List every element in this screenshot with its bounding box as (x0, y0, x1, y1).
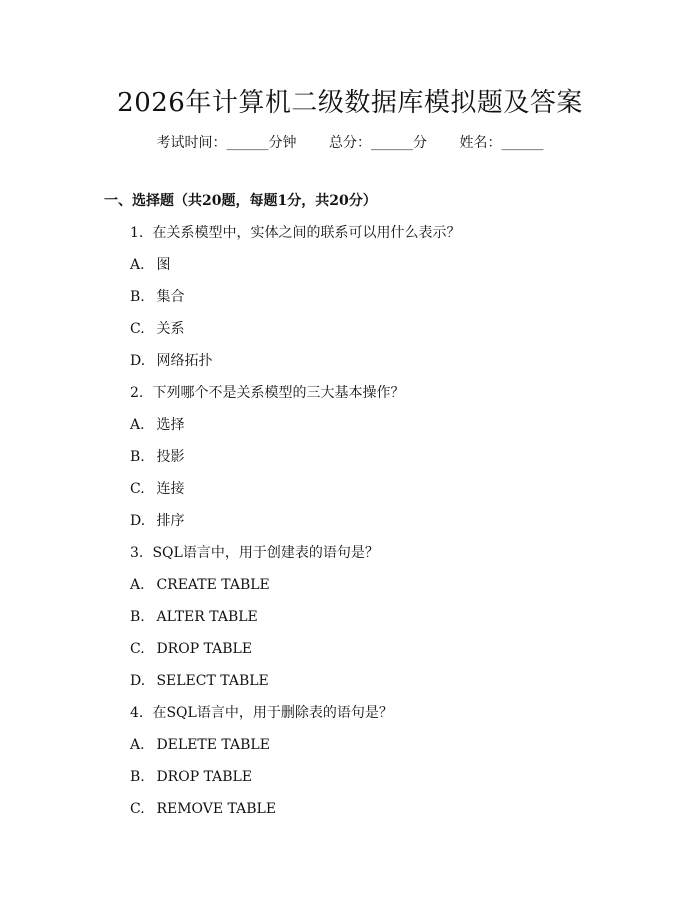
question-number: 3. (130, 545, 144, 561)
option-text: CREATE TABLE (156, 577, 270, 593)
option-4-a (130, 734, 640, 766)
option-1-a (130, 254, 640, 286)
option-1-c (130, 318, 640, 350)
option-4-b (130, 766, 640, 798)
option-2-c (130, 478, 640, 510)
option-text: ALTER TABLE (156, 609, 258, 625)
exam-meta (0, 132, 700, 152)
option-letter: C. (130, 801, 145, 817)
name-field: 姓名：______ (459, 135, 544, 151)
question-3 (130, 542, 640, 574)
exam-time-field: 考试时间：______分钟 (156, 135, 297, 151)
question-text: 在关系模型中，实体之间的联系可以用什么表示？ (152, 225, 461, 241)
option-letter: B. (130, 609, 145, 625)
option-text: REMOVE TABLE (156, 801, 277, 817)
option-text: 选择 (156, 417, 185, 433)
option-letter: D. (130, 673, 146, 689)
option-text: DELETE TABLE (156, 737, 270, 753)
option-text: DROP TABLE (156, 769, 253, 785)
option-letter: D. (130, 513, 146, 529)
option-text: 排序 (156, 513, 185, 529)
option-letter: D. (130, 353, 146, 369)
question-text: 下列哪个不是关系模型的三大基本操作？ (152, 385, 405, 401)
option-text: 图 (156, 257, 171, 273)
document-title: 2026年计算机二级数据库模拟题及答案 (117, 88, 583, 118)
total-score-field: 总分：______分 (329, 135, 427, 151)
option-text: DROP TABLE (156, 641, 253, 657)
option-1-b (130, 286, 640, 318)
option-letter: C. (130, 641, 145, 657)
option-text: 集合 (156, 289, 185, 305)
option-text: 连接 (156, 481, 185, 497)
question-4 (130, 702, 640, 734)
option-letter: A. (130, 737, 145, 753)
option-text: 网络拓扑 (156, 353, 213, 369)
option-letter: B. (130, 769, 145, 785)
section-heading: 一、选择题（共20题，每题1分，共20分） (104, 193, 377, 209)
option-letter: C. (130, 321, 145, 337)
option-text: 关系 (156, 321, 185, 337)
option-4-c (130, 798, 640, 830)
question-number: 4. (130, 705, 144, 721)
option-2-a (130, 414, 640, 446)
question-number: 1. (130, 225, 144, 241)
question-text: 在SQL语言中，用于删除表的语句是？ (152, 705, 393, 721)
option-3-d (130, 670, 640, 702)
option-3-c (130, 638, 640, 670)
option-3-a (130, 574, 640, 606)
option-3-b (130, 606, 640, 638)
option-letter: B. (130, 449, 145, 465)
option-2-d (130, 510, 640, 542)
option-1-d (130, 350, 640, 382)
option-2-b (130, 446, 640, 478)
option-letter: A. (130, 417, 145, 433)
option-text: 投影 (156, 449, 185, 465)
option-text: SELECT TABLE (156, 673, 269, 689)
question-2 (130, 382, 640, 414)
question-number: 2. (130, 385, 144, 401)
option-letter: B. (130, 289, 145, 305)
question-1 (130, 222, 640, 254)
question-text: SQL语言中，用于创建表的语句是？ (152, 545, 379, 561)
option-letter: A. (130, 257, 145, 273)
question-list (130, 222, 640, 830)
option-letter: A. (130, 577, 145, 593)
option-letter: C. (130, 481, 145, 497)
